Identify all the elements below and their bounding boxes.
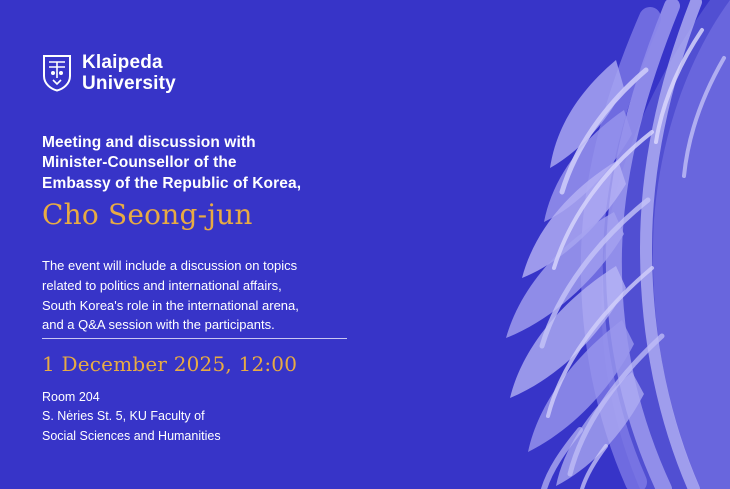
logo-line-1: Klaipeda — [82, 52, 163, 73]
venue-line-1: Room 204 — [42, 390, 100, 404]
venue-line-3: Social Sciences and Humanities — [42, 428, 221, 443]
headline-line-3: Embassy of the Republic of Korea, — [42, 174, 302, 192]
university-crest-icon — [42, 54, 72, 92]
headline-line-2: Minister-Counsellor of the — [42, 154, 237, 172]
guest-name: Cho Seong-jun — [42, 198, 253, 231]
logo-line-2: University — [82, 73, 176, 95]
description-line-2: related to politics and international affairs, — [42, 277, 282, 293]
event-venue — [42, 388, 372, 446]
divider — [42, 338, 347, 339]
event-headline — [42, 133, 442, 194]
headline-line-1: Meeting and discussion with — [42, 134, 256, 151]
decorative-plume-artwork — [410, 0, 730, 489]
description-line-3: South Korea's role in the international arena, — [42, 297, 299, 313]
university-logo-text — [82, 52, 176, 95]
description-line-1: The event will include a discussion on topics — [42, 258, 298, 273]
university-logo — [42, 52, 176, 95]
venue-line-2: S. Nėries St. 5, KU Faculty of — [42, 409, 205, 424]
event-description — [42, 256, 372, 335]
event-datetime: 1 December 2025, 12:00 — [42, 352, 298, 376]
description-line-4: and a Q&A session with the participants. — [42, 317, 275, 333]
